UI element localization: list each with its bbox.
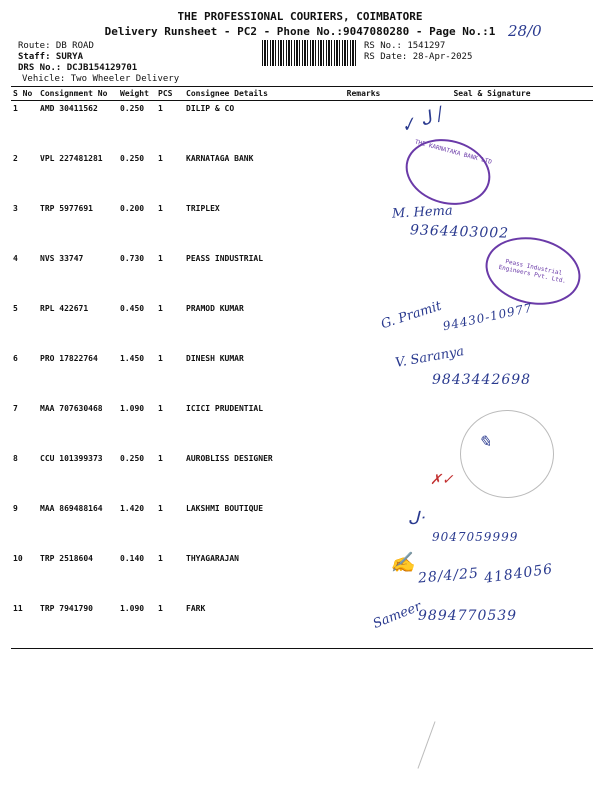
vehicle-label: Vehicle: Two Wheeler Delivery	[22, 74, 180, 84]
cell-weight: 0.250	[120, 104, 145, 113]
cell-pcs: 1	[158, 454, 163, 463]
cell-sno: 7	[13, 404, 18, 413]
signature-row11: Sameer	[371, 599, 424, 632]
cell-pcs: 1	[158, 504, 163, 513]
cell-sno: 11	[11, 601, 38, 649]
pen-stroke	[417, 721, 435, 768]
signature-row7: ✎	[478, 432, 492, 451]
cell-weight: 0.730	[120, 254, 145, 263]
signature-row8: ✗✓	[430, 472, 454, 488]
signature-row10: ✍	[390, 550, 415, 574]
cell-consignee: PRAMOD KUMAR	[186, 304, 244, 313]
cell-pcs: 1	[158, 354, 163, 363]
phone-row6: 9843442698	[432, 372, 532, 388]
bank-stamp-text: THE KARNATAKA BANK LTD	[414, 138, 493, 166]
cell-consignment: RPL 422671	[40, 304, 89, 313]
signature-row1: ✓ ᒍ /	[397, 103, 447, 138]
page-handwritten-note: 28/0	[508, 22, 542, 40]
runsheet-table	[11, 86, 593, 649]
cell-consignee: TRIPLEX	[186, 204, 220, 213]
signature-row6: V. Saranya	[394, 344, 466, 371]
cell-consignee: KARNATAGA BANK	[186, 154, 254, 163]
cell-weight: 1.450	[120, 354, 145, 363]
cell-consignment: MAA 707630468	[40, 404, 103, 413]
cell-sno: 4	[13, 254, 18, 263]
cell-remarks	[336, 101, 391, 152]
code-row10: 4184056	[483, 561, 555, 587]
cell-pcs: 1	[158, 554, 163, 563]
date-row10: 28/4/25	[417, 565, 480, 587]
cell-consignee: FARK	[184, 601, 336, 649]
cell-pcs: 1	[156, 601, 184, 649]
cell-weight: 0.200	[120, 204, 145, 213]
cell-remarks	[336, 551, 391, 601]
cell-weight: 1.090	[118, 601, 156, 649]
cell-consignee: ICICI PRUDENTIAL	[186, 404, 264, 413]
cell-weight: 0.140	[120, 554, 145, 563]
header-signature: Seal & Signature	[391, 87, 593, 101]
cell-consignment: TRP 5977691	[40, 204, 93, 213]
industrial-stamp-text: Peass Industrial Engineers Pvt. Ltd.	[497, 258, 567, 285]
cell-consignment: PRO 17822764	[40, 354, 98, 363]
cell-consignment: VPL 227481281	[40, 154, 103, 163]
cell-pcs: 1	[158, 254, 163, 263]
header-weight: Weight	[118, 87, 156, 101]
cell-sno: 1	[13, 104, 18, 113]
cell-sno: 10	[13, 554, 23, 563]
cell-pcs: 1	[158, 404, 163, 413]
cell-consignee: DINESH KUMAR	[186, 354, 244, 363]
header-consignee: Consignee Details	[184, 87, 336, 101]
signature-row9: ᒍᐧ	[408, 508, 424, 529]
cell-weight: 1.420	[120, 504, 145, 513]
cell-consignee: PEASS INDUSTRIAL	[186, 254, 264, 263]
cell-sno: 6	[13, 354, 18, 363]
route-label: Route: DB ROAD	[18, 41, 94, 51]
cell-remarks	[336, 201, 391, 251]
cell-sno: 2	[13, 154, 18, 163]
runsheet-subtitle: Delivery Runsheet - PC2 - Phone No.:9047080280 - Page No.:1	[104, 25, 496, 38]
cell-remarks	[336, 351, 391, 401]
rs-number: RS No.: 1541297	[364, 41, 446, 51]
cell-remarks	[336, 401, 391, 451]
cell-pcs: 1	[158, 154, 163, 163]
rs-date: RS Date: 28-Apr-2025	[364, 52, 473, 62]
cell-pcs: 1	[158, 104, 163, 113]
cell-pcs: 1	[158, 304, 163, 313]
table-row	[11, 151, 593, 201]
staff-label: Staff: SURYA	[18, 52, 84, 62]
faint-stamp-circle	[460, 410, 554, 498]
cell-weight: 0.250	[120, 454, 145, 463]
header-sno: S No	[11, 87, 38, 101]
cell-consignee: AUROBLISS DESIGNER	[186, 454, 273, 463]
table-row	[11, 101, 593, 152]
barcode	[262, 40, 358, 66]
cell-remarks	[336, 451, 391, 501]
cell-consignment: TRP 2518604	[40, 554, 93, 563]
header-consignment: Consignment No	[38, 87, 118, 101]
drs-number: DRS No.: DCJB154129701	[18, 63, 138, 73]
cell-consignment: CCU 101399373	[40, 454, 103, 463]
cell-remarks	[336, 251, 391, 301]
cell-pcs: 1	[158, 204, 163, 213]
header-pcs: PCS	[156, 87, 184, 101]
phone-row3: 9364403002	[409, 222, 510, 242]
cell-sno: 9	[13, 504, 18, 513]
cell-consignment: TRP 7941790	[38, 601, 118, 649]
cell-consignee: DILIP & CO	[186, 104, 235, 113]
cell-consignment: NVS 33747	[40, 254, 84, 263]
phone-row9: 9047059999	[432, 530, 519, 544]
cell-remarks	[336, 501, 391, 551]
cell-remarks	[336, 151, 391, 201]
cell-weight: 0.450	[120, 304, 145, 313]
cell-consignee: THYAGARAJAN	[186, 554, 239, 563]
signature-row5: G. Pramit	[379, 298, 444, 333]
phone-row5: 94430-10977	[441, 300, 534, 334]
cell-consignee: LAKSHMI BOUTIQUE	[186, 504, 264, 513]
cell-sno: 8	[13, 454, 18, 463]
signature-row3: M. Hema	[391, 203, 454, 222]
cell-consignment: AMD 30411562	[40, 104, 98, 113]
cell-weight: 1.090	[120, 404, 145, 413]
phone-row11: 9894770539	[418, 608, 518, 624]
table-header-row	[11, 87, 593, 101]
cell-consignment: MAA 869488164	[40, 504, 103, 513]
cell-sno: 3	[13, 204, 18, 213]
header-remarks: Remarks	[336, 87, 391, 101]
cell-sno: 5	[13, 304, 18, 313]
cell-weight: 0.250	[120, 154, 145, 163]
company-title: THE PROFESSIONAL COURIERS, COIMBATORE	[177, 10, 423, 23]
